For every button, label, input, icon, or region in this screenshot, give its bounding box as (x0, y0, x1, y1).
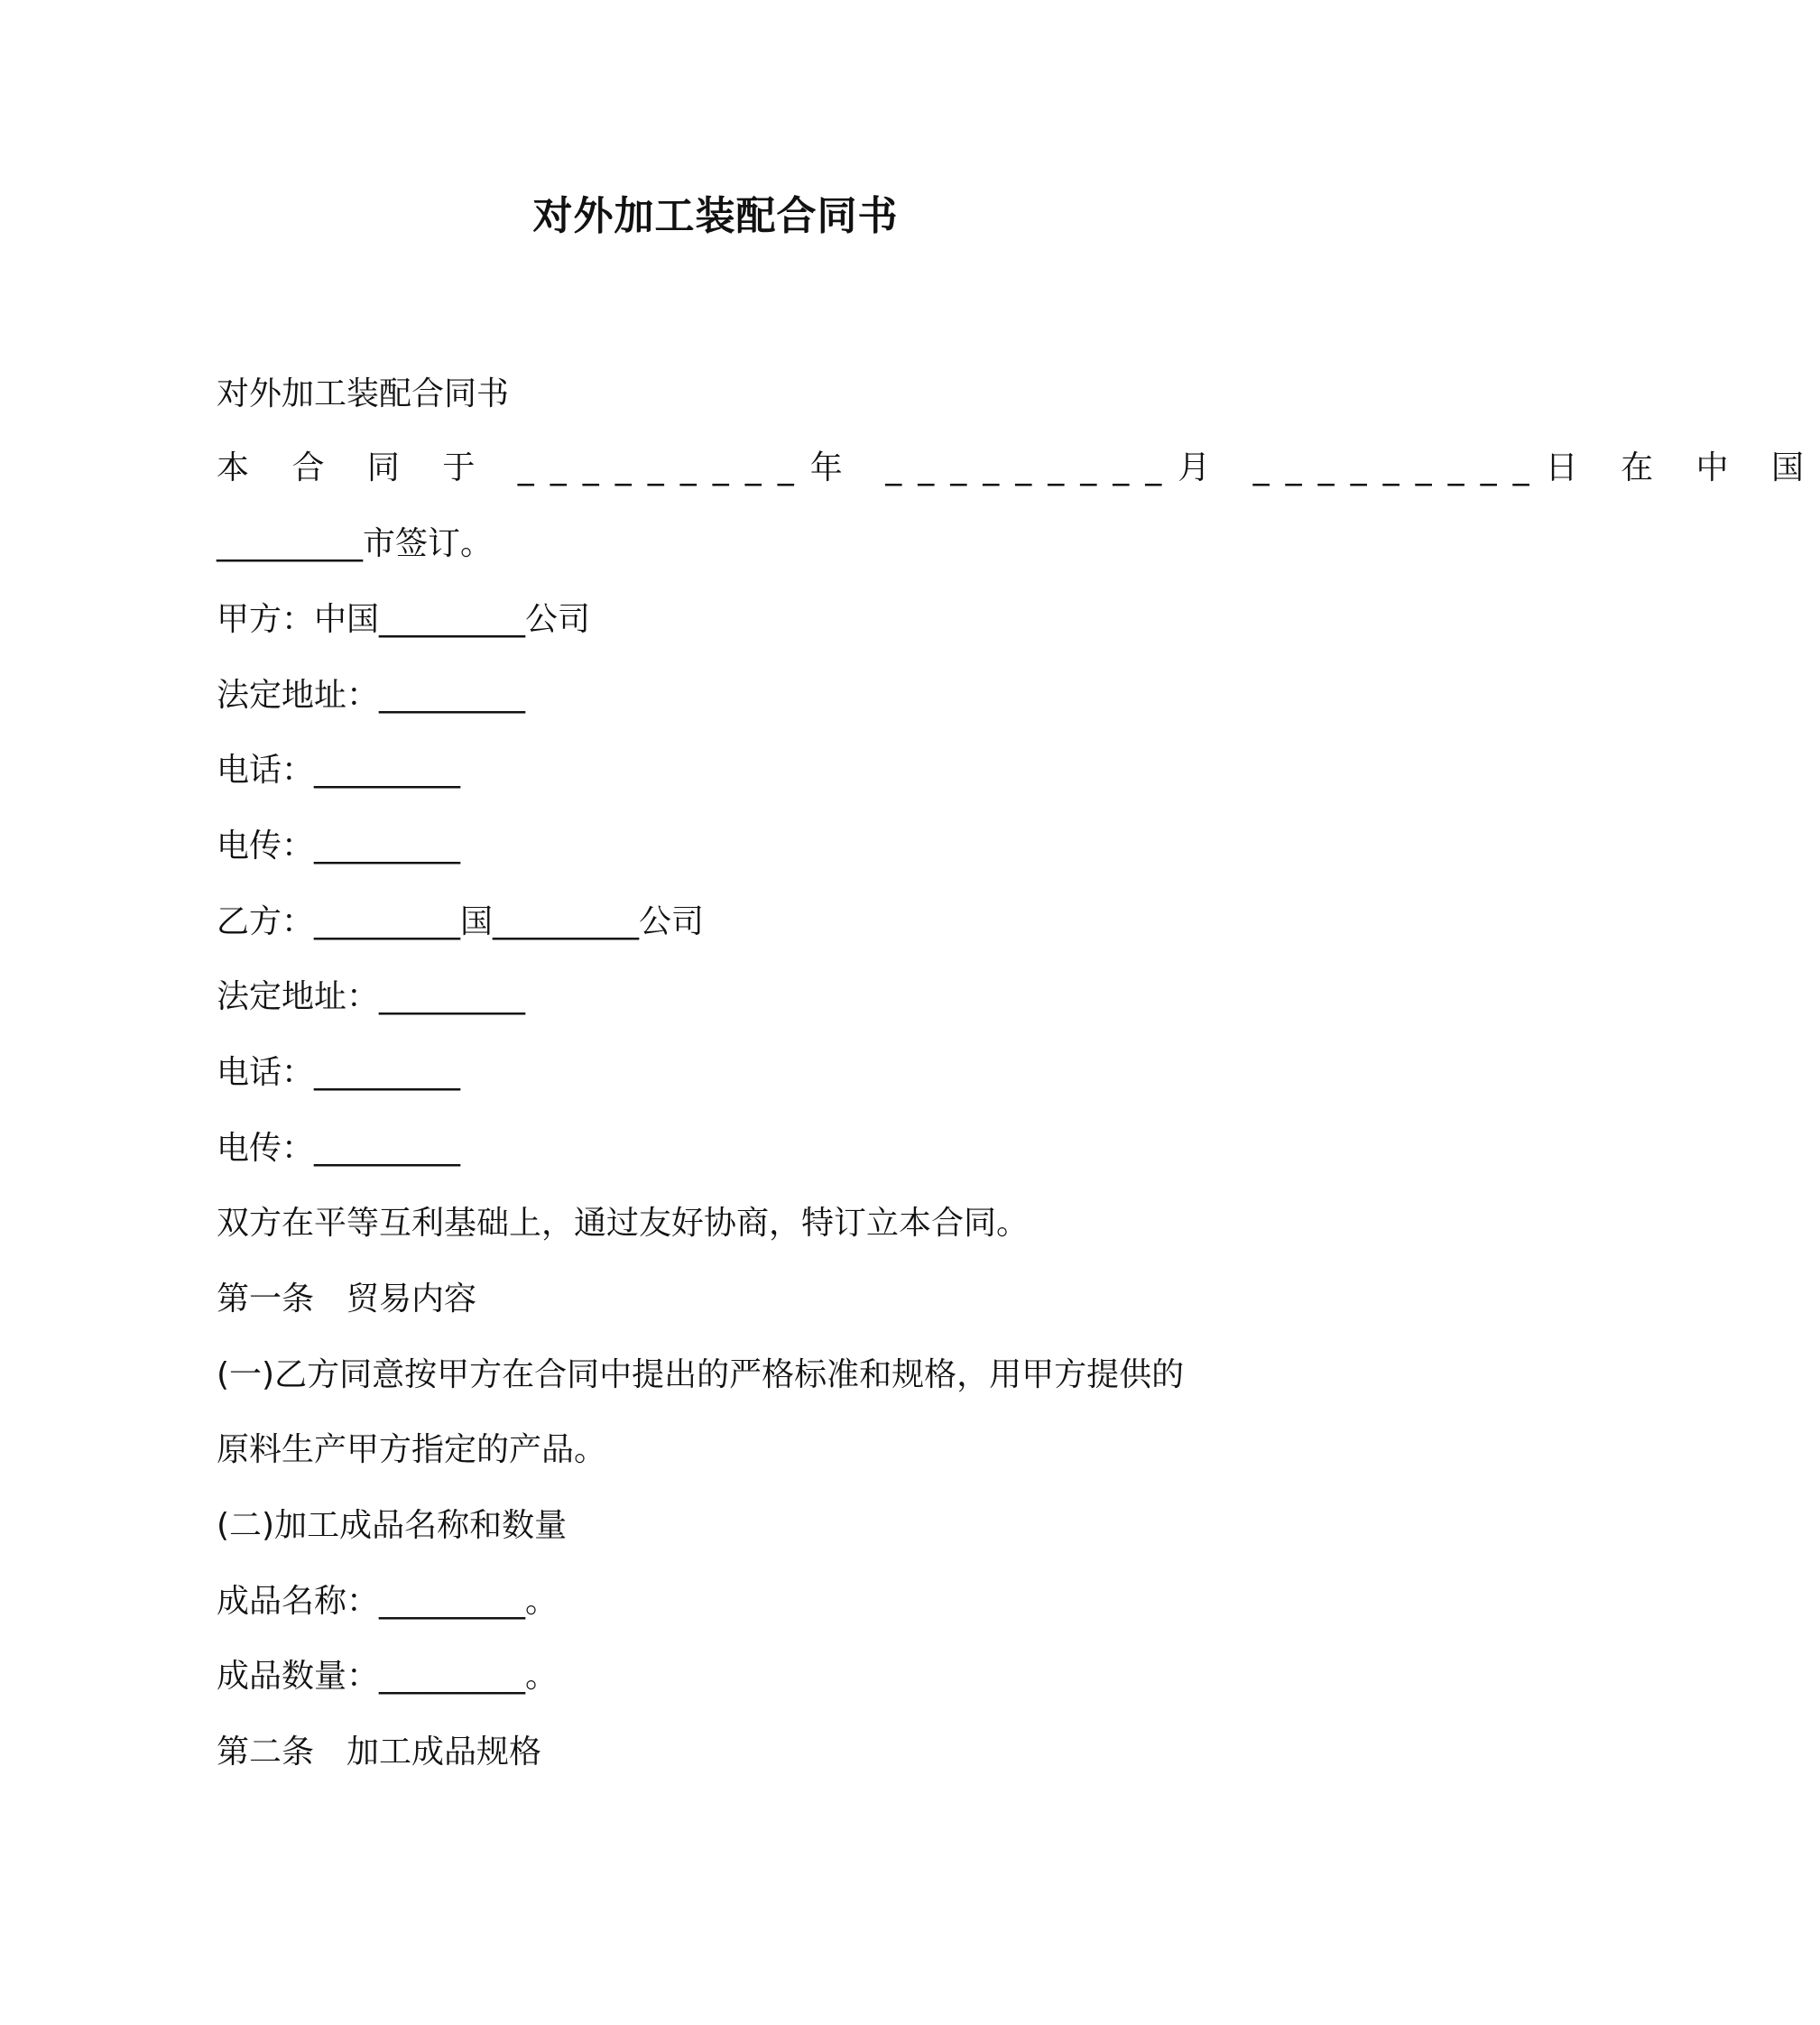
article-2-heading: 第二条 加工成品规格 (217, 1734, 542, 1771)
subtitle-line: 对外加工装配合同书 (217, 375, 510, 412)
preamble-line: 双方在平等互利基础上，通过友好协商，特订立本合同。 (217, 1205, 1030, 1242)
document-title: 对外加工装配合同书 (532, 193, 899, 239)
article-1-clause-1-line-2: 原料生产甲方指定的产品。 (217, 1431, 607, 1468)
party-b-address-line: 法定地址：_________ (217, 978, 526, 1015)
product-name-line: 成品名称：_________。 (217, 1583, 559, 1620)
article-1-clause-2-heading: (二)加工成品名称和数量 (217, 1507, 568, 1544)
party-a-line: 甲方：中国_________公司 (217, 601, 591, 638)
party-a-phone-line: 电话：_________ (217, 752, 461, 789)
signing-date-line: 本 合 同 于 _________年 _________月 _________日 在 中 国 (217, 449, 1820, 486)
party-a-address-line: 法定地址：_________ (217, 677, 526, 714)
party-a-telex-line: 电传：_________ (217, 828, 461, 865)
article-1-heading: 第一条 贸易内容 (217, 1281, 477, 1318)
party-b-telex-line: 电传：_________ (217, 1130, 461, 1167)
party-b-phone-line: 电话：_________ (217, 1054, 461, 1091)
signing-city-line: _________市签订。 (217, 525, 494, 562)
article-1-clause-1-line-1: (一)乙方同意按甲方在合同中提出的严格标准和规格，用甲方提供的 (217, 1356, 1185, 1393)
party-b-line: 乙方：_________国_________公司 (217, 903, 705, 940)
product-quantity-line: 成品数量：_________。 (217, 1658, 559, 1695)
